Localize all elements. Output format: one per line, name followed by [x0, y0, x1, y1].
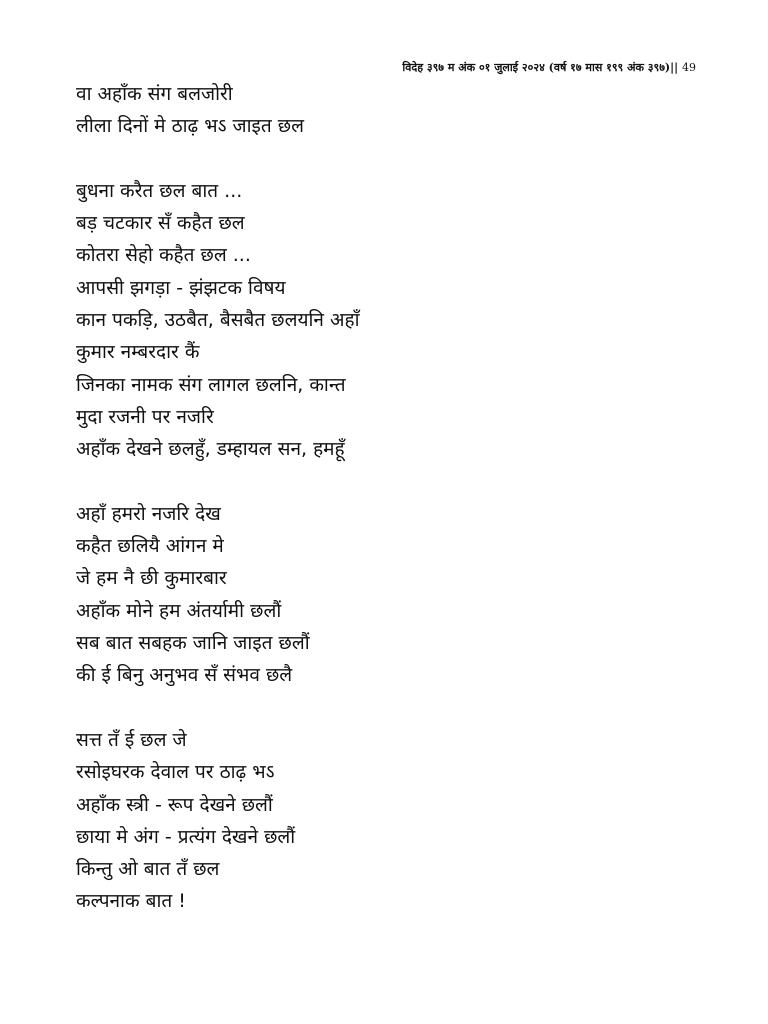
poem-line: सत्त तँ ई छल जे [76, 728, 187, 751]
poem-line: किन्तु ओ बात तँ छल [76, 858, 220, 881]
stanza [76, 175, 696, 466]
running-title: विदेह ३९७ म अंक ०१ जुलाई २०२४ (वर्ष १७ मास १९९ अंक ३९७) [402, 61, 671, 74]
poem-line: आपसी झगड़ा - झंझटक विषय [76, 276, 286, 299]
poem-line: जिनका नामक संग लागल छलनि, कान्त [76, 373, 346, 396]
poem-line: कल्पनाक बात ! [76, 890, 186, 913]
poem-line: बड़ चटकार सँ कहैत छल [76, 212, 245, 235]
poem-line: कान पकड़ि, उठबैत, बैसबैत छलयनि अहाँ [76, 309, 360, 332]
poem-line: मुदा रजनी पर नजरि [76, 405, 214, 428]
stanza [76, 78, 696, 143]
stanza [76, 498, 696, 692]
poem-line: बुधना करैत छल बात ... [76, 179, 243, 202]
stanza [76, 724, 696, 918]
poem-line: कहैत छलियै आंगन मे [76, 535, 224, 558]
poem-body [76, 78, 696, 950]
poem-line: कोतरा सेहो कहैत छल ... [76, 244, 251, 267]
poem-line: अहाँ हमरो नजरि देख [76, 502, 221, 525]
poem-line: सब बात सबहक जानि जाइत छलौं [76, 632, 310, 655]
poem-line: रसोइघरक देवाल पर ठाढ़ भऽ [76, 761, 275, 784]
poem-line: जे हम नै छी कुमारबार [76, 567, 227, 590]
poem-line: छाया मे अंग - प्रत्यंग देखने छलौं [76, 825, 296, 848]
poem-line: अहाँक स्त्री - रूप देखने छलौं [76, 793, 273, 816]
poem-line: कुमार नम्बरदार कैं [76, 341, 200, 364]
poem-line: अहाँक देखने छलहुँ, डम्हायल सन, हमहूँ [76, 438, 345, 461]
poem-line: अहाँक मोने हम अंतर्यामी छलौं [76, 599, 282, 622]
poem-line: की ई बिनु अनुभव सँ संभव छलै [76, 664, 293, 687]
running-header [402, 60, 696, 75]
poem-line: लीला दिनों मे ठाढ़ भऽ जाइत छल [76, 115, 304, 138]
page-number: 49 [682, 61, 696, 74]
poem-line: वा अहाँक संग बलजोरी [76, 83, 233, 105]
header-separator: || [670, 61, 679, 74]
